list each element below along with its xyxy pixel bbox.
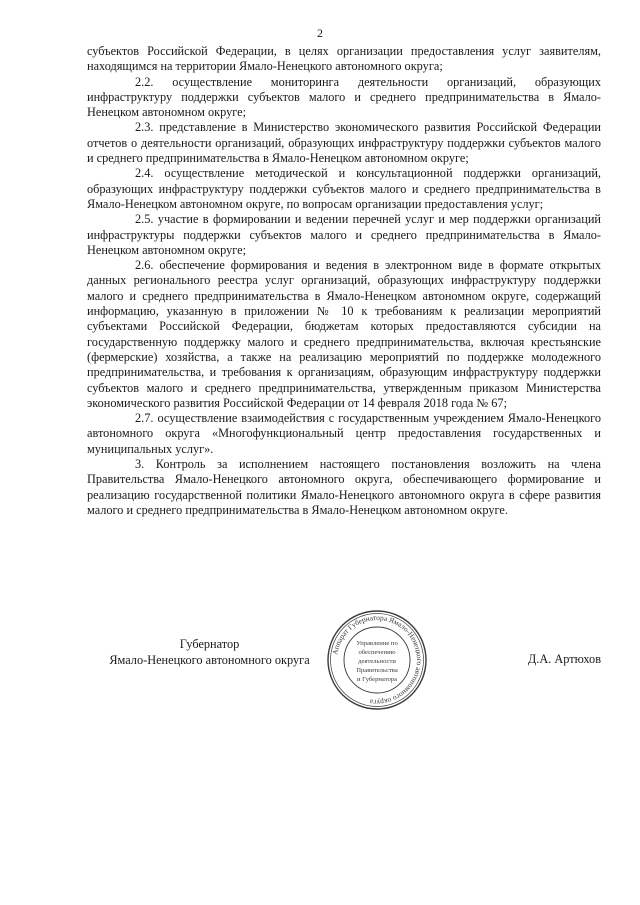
seal-ring-text: Аппарат Губернатора Ямало-Ненецкого автономного округа [330, 612, 425, 708]
paragraph-continuation: субъектов Российской Федерации, в целях организации предоставления услуг заявителям, находящимся на территории Ямало-Ненецкого автономного округа; [87, 44, 601, 74]
paragraph-2-6: 2.6. обеспечение формирования и ведения в электронном виде в формате открытых данных регионального реестра услуг организаций, образующих инфраструктуру поддержки малого и среднего предпринимательства в Ямало-Ненецком автономном округе, содержащий информацию, указанную в приложении № 10 к требованиям к реализации мероприятий субъектами Российской Федерации, бюджетам которых предоставляются субсидии на государственную поддержку малого и среднего предпринимательства, включая крестьянские (фермерские) хозяйства, а также на реализацию мероприятий по поддержке молодежного предпринимательства, и требования к организациям, образующим инфраструктуру поддержки субъектов малого и среднего предпринимательства, утвержденным приказом Министерства экономического развития Российской Федерации от 14 февраля 2018 года № 67; [87, 258, 601, 410]
official-seal-icon [325, 608, 429, 712]
page-number: 2 [317, 26, 323, 40]
seal-line-1: Управление по [356, 640, 398, 647]
document-body [87, 44, 601, 518]
signatory-name: Д.А. Артюхов [527, 652, 601, 666]
seal-line-4: Правительства [356, 667, 398, 674]
signature-block [87, 612, 601, 720]
seal-line-2: обеспечению [358, 649, 396, 656]
paragraph-2-2: 2.2. осуществление мониторинга деятельности организаций, образующих инфраструктуру поддержки субъектов малого и среднего предпринимательства в Ямало-Ненецком автономном округе; [87, 74, 601, 120]
signatory-title [87, 636, 332, 668]
paragraph-2-3: 2.3. представление в Министерство экономического развития Российской Федерации отчетов о деятельности организаций, образующих инфраструктуру поддержки субъектов малого и среднего предпринимательства в Ямало-Ненецком автономном округе; [87, 120, 601, 166]
paragraph-2-4: 2.4. осуществление методической и консультационной поддержки организаций, образующих инфраструктуру поддержки субъектов малого и среднего предпринимательства в Ямало-Ненецком автономном округе, по вопросам организации предоставления услуг; [87, 166, 601, 211]
paragraph-2-7: 2.7. осуществление взаимодействия с государственным учреждением Ямало-Ненецкого автономного округа «Многофункциональный центр предоставления государственных и муниципальных услуг». [87, 411, 601, 456]
signatory-title-line1: Губернатор [179, 637, 240, 651]
signatory-title-line2: Ямало-Ненецкого автономного округа [109, 653, 310, 667]
paragraph-2-5: 2.5. участие в формировании и ведении перечней услуг и мер поддержки организаций инфраструктуры поддержки субъектов малого и среднего предпринимательства в Ямало-Ненецком автономном округе; [87, 212, 601, 257]
seal-line-3: деятельности [358, 658, 396, 665]
seal-line-5: и Губернатора [356, 676, 398, 683]
paragraph-3: 3. Контроль за исполнением настоящего постановления возложить на члена Правительства Ямало-Ненецкого автономного округа, обеспечивающего формирование и реализацию государственной политики Ямало-Ненецкого автономного округа в сфере развития малого и среднего предпринимательства в Ямало-Ненецком автономном округе. [87, 457, 601, 517]
